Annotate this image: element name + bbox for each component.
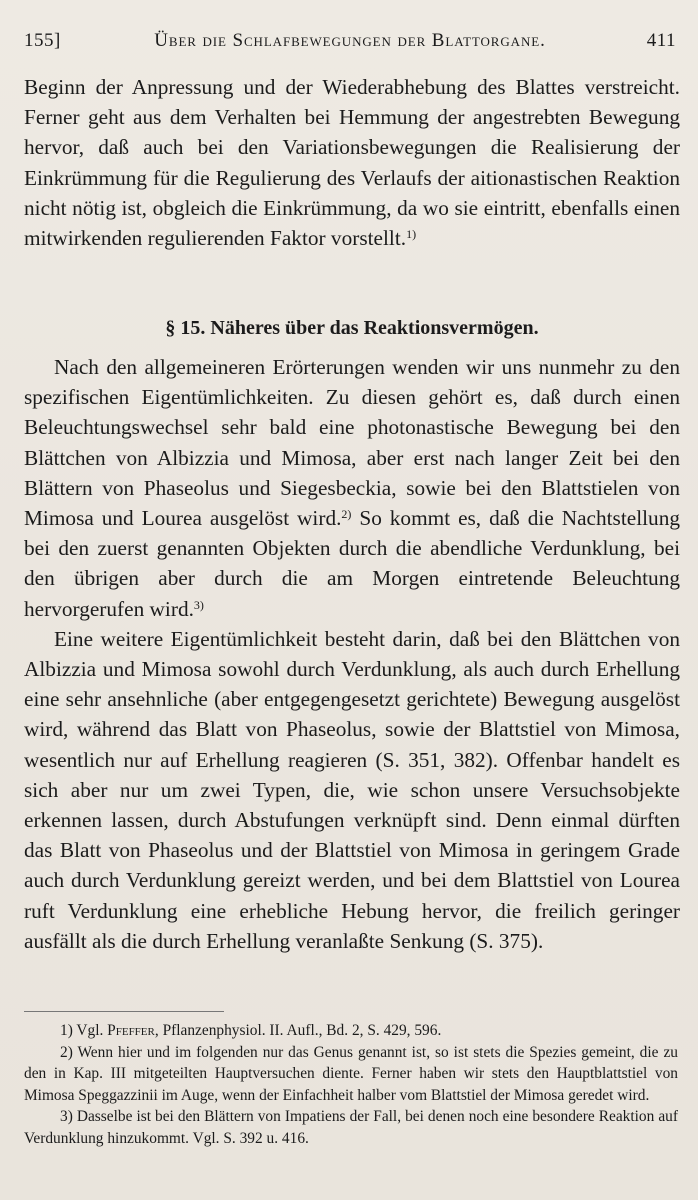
footnote-ref-2: 2) (341, 507, 352, 522)
running-header (24, 24, 676, 54)
page-reference: 155] (24, 30, 61, 51)
section-title: Näheres über das Reaktionsvermögen. (210, 317, 539, 339)
paragraph-3 (24, 624, 680, 956)
footnote-2: 2) Wenn hier und im folgenden nur das Genus genannt ist, so ist stets die Spezies gemeint, die zu den in Kap. III mitgeteilten Hauptversuchen diente. Ferner haben wir stets den Hauptblattstiel von Mimosa Speggazzinii im Auge, wenn der Einfachheit halber vom Blattstiel der Mimosa geredet wird. (24, 1043, 678, 1104)
section-number: § 15. (165, 317, 206, 339)
page-number: 411 (646, 30, 676, 51)
paragraph-2-part-1: Nach den allgemeineren Erörterungen wenden wir uns nunmehr zu den spezifischen Eigentümlichkeiten. Zu diesen gehört es, daß durch einen Beleuchtungswechsel sehr bald eine photonastische Bewegung bei den Blättchen von Albizzia und Mimosa, aber erst nach langer Zeit bei den Blättern von Phaseolus und Siegesbeckia, sowie bei den Blattstielen von Mimosa und Lourea ausgelöst wird. (24, 355, 680, 531)
paragraph-1 (24, 72, 680, 253)
paragraph-2-part-2: So kommt es, daß die Nachtstellung bei den zuerst genannten Objekten durch die abendliche Verdunklung, bei den übrigen aber durch die am Morgen eintretende Beleuchtung hervorgerufen wird. (24, 506, 680, 621)
section-heading (24, 317, 680, 340)
footnote-1-author: Pfeffer (107, 1022, 155, 1039)
footnote-1-rest: , Pflanzenphysiol. II. Aufl., Bd. 2, S. 429, 596. (154, 1022, 442, 1039)
paragraph-3-text: Eine weitere Eigentümlichkeit besteht darin, daß bei den Blättchen von Albizzia und Mimosa sowohl durch Verdunklung, als auch durch Erhellung eine sehr ansehnliche (aber entgegengesetzt gerichtete) Bewegung ausgelöst wird, während das Blatt von Phaseolus, sowie der Blattstiel von Mimosa, wesentlich nur auf Erhellung reagieren (S. 351, 382). Offenbar handelt es sich aber nur um zwei Typen, die, wie schon unsere Versuchsobjekte erkennen lassen, durch Abstufungen verknüpft sind. Denn einmal dürften das Blatt von Phaseolus und der Blattstiel von Mimosa in geringem Grade auch durch Verdunklung gereizt werden, und bei dem Blattstiel von Lourea ruft Verdunklung eine erhebliche Hebung hervor, die freilich geringer ausfällt als die durch Erhellung veranlaßte Senkung (S. 375). (24, 626, 680, 953)
paragraph-2 (24, 352, 680, 624)
footnote-1-prefix: 1) Vgl. (60, 1022, 108, 1039)
footnote-1 (24, 1020, 678, 1042)
footnote-divider (24, 1011, 224, 1012)
footnote-ref-3: 3) (193, 597, 204, 612)
footnote-3: 3) Dasselbe ist bei den Blättern von Impatiens der Fall, bei denen noch eine besondere Reaktion auf Verdunklung hinzukommt. Vgl. S. 392 u. 416. (24, 1108, 678, 1147)
footnote-ref-1: 1) (406, 227, 417, 242)
body-text (24, 352, 680, 956)
running-title: Über die Schlafbewegungen der Blattorgane. (154, 30, 546, 51)
footnotes (24, 1020, 678, 1150)
paragraph-1-text: Beginn der Anpressung und der Wiederabhebung des Blattes verstreicht. Ferner geht aus dem Verhalten bei Hemmung der angestrebten Bewegung hervor, daß auch bei den Variationsbewegungen die Realisierung der Einkrümmung für die Regulierung des Verlaufs der aitionastischen Reaktion nicht nötig ist, obgleich die Einkrümmung, da wo sie eintritt, ebenfalls einen mitwirkenden regulierenden Faktor vorstellt. (24, 75, 680, 251)
